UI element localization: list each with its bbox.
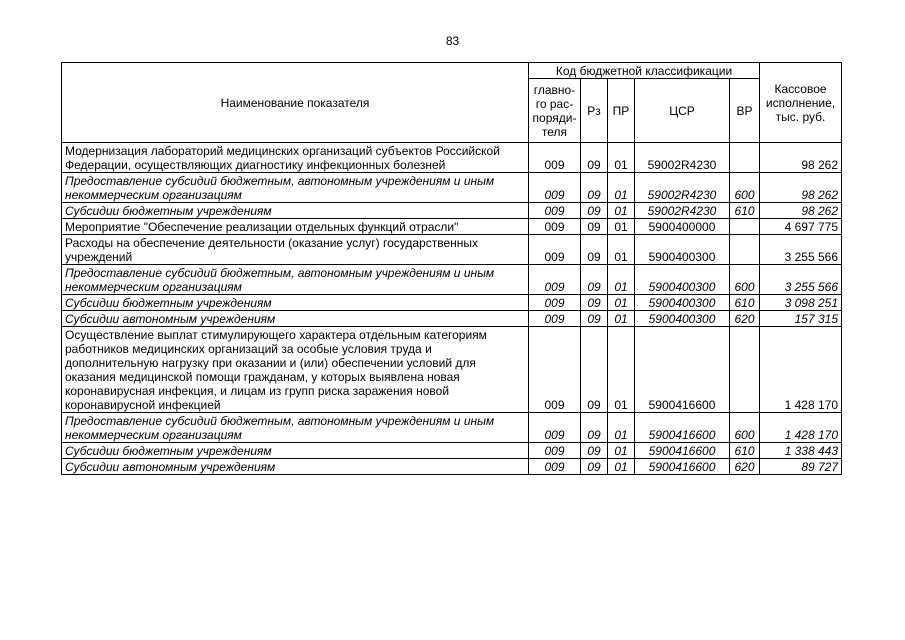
cell-amount: 3 098 251 (760, 295, 842, 311)
header-code-group: Код бюджетной классификации (529, 63, 760, 79)
table-row (62, 327, 842, 413)
cell-csr: 5900400300 (635, 311, 730, 327)
cell-name: Расходы на обеспечение деятельности (оказание услуг) государственных учреждений (62, 235, 529, 265)
cell-vr: 600 (730, 413, 760, 443)
cell-rz: 09 (581, 413, 608, 443)
cell-amount: 4 697 775 (760, 219, 842, 235)
cell-glav: 009 (529, 413, 581, 443)
cell-name: Осуществление выплат стимулирующего характера отдельным категориям работников медицинских организаций за особые условия труда и дополнительную нагрузку при оказании и (или) обеспечении условий для оказания медицинской помощи гражданам, у которых выявлена новая коронавирусная инфекция, и лицам из групп риска заражения новой коронавирусной инфекцией (62, 327, 529, 413)
cell-vr: 610 (730, 203, 760, 219)
cell-amount: 157 315 (760, 311, 842, 327)
cell-vr (730, 235, 760, 265)
cell-csr: 5900400000 (635, 219, 730, 235)
cell-csr: 5900416600 (635, 413, 730, 443)
cell-amount: 98 262 (760, 173, 842, 203)
header-csr: ЦСР (635, 79, 730, 143)
cell-pr: 01 (608, 265, 635, 295)
header-vr: ВР (730, 79, 760, 143)
cell-amount: 1 338 443 (760, 443, 842, 459)
cell-pr: 01 (608, 413, 635, 443)
cell-amount: 1 428 170 (760, 413, 842, 443)
cell-glav: 009 (529, 265, 581, 295)
cell-rz: 09 (581, 203, 608, 219)
cell-name: Субсидии бюджетным учреждениям (62, 443, 529, 459)
header-name: Наименование показателя (62, 63, 529, 143)
cell-csr: 5900416600 (635, 327, 730, 413)
cell-vr: 610 (730, 443, 760, 459)
cell-rz: 09 (581, 143, 608, 173)
table-row (62, 459, 842, 475)
cell-name: Предоставление субсидий бюджетным, автономным учреждениям и иным некоммерческим организациям (62, 265, 529, 295)
cell-rz: 09 (581, 265, 608, 295)
cell-name: Субсидии автономным учреждениям (62, 311, 529, 327)
cell-rz: 09 (581, 311, 608, 327)
table-row (62, 311, 842, 327)
header-amount: Кассовое исполнение, тыс. руб. (760, 63, 842, 143)
table-row (62, 265, 842, 295)
cell-csr: 5900416600 (635, 443, 730, 459)
cell-pr: 01 (608, 443, 635, 459)
cell-csr: 59002R4230 (635, 173, 730, 203)
cell-rz: 09 (581, 235, 608, 265)
cell-amount: 98 262 (760, 203, 842, 219)
cell-csr: 5900400300 (635, 295, 730, 311)
cell-csr: 59002R4230 (635, 203, 730, 219)
cell-rz: 09 (581, 459, 608, 475)
cell-rz: 09 (581, 219, 608, 235)
table-row (62, 443, 842, 459)
cell-pr: 01 (608, 459, 635, 475)
cell-glav: 009 (529, 311, 581, 327)
table-row (62, 173, 842, 203)
cell-glav: 009 (529, 327, 581, 413)
table-body (62, 143, 842, 475)
cell-amount: 98 262 (760, 143, 842, 173)
header-glav: главно-го рас-поряди-теля (529, 79, 581, 143)
cell-rz: 09 (581, 443, 608, 459)
cell-name: Субсидии автономным учреждениям (62, 459, 529, 475)
cell-pr: 01 (608, 143, 635, 173)
cell-name: Субсидии бюджетным учреждениям (62, 203, 529, 219)
cell-glav: 009 (529, 143, 581, 173)
table-row (62, 295, 842, 311)
cell-vr (730, 143, 760, 173)
cell-rz: 09 (581, 327, 608, 413)
cell-vr: 610 (730, 295, 760, 311)
cell-name: Мероприятие "Обеспечение реализации отдельных функций отрасли" (62, 219, 529, 235)
table-row (62, 235, 842, 265)
cell-vr: 620 (730, 311, 760, 327)
cell-pr: 01 (608, 295, 635, 311)
table-row (62, 203, 842, 219)
cell-rz: 09 (581, 173, 608, 203)
table-row (62, 219, 842, 235)
cell-glav: 009 (529, 173, 581, 203)
cell-rz: 09 (581, 295, 608, 311)
page-number: 83 (445, 34, 460, 48)
cell-amount: 89 727 (760, 459, 842, 475)
cell-vr (730, 327, 760, 413)
cell-glav: 009 (529, 235, 581, 265)
table-row (62, 413, 842, 443)
cell-csr: 5900416600 (635, 459, 730, 475)
budget-execution-table (61, 62, 842, 475)
cell-pr: 01 (608, 235, 635, 265)
cell-name: Предоставление субсидий бюджетным, автономным учреждениям и иным некоммерческим организациям (62, 173, 529, 203)
cell-csr: 5900400300 (635, 235, 730, 265)
cell-name: Субсидии бюджетным учреждениям (62, 295, 529, 311)
cell-amount: 3 255 566 (760, 265, 842, 295)
cell-pr: 01 (608, 173, 635, 203)
cell-glav: 009 (529, 295, 581, 311)
cell-name: Модернизация лабораторий медицинских организаций субъектов Российской Федерации, осуществляющих диагностику инфекционных болезней (62, 143, 529, 173)
cell-glav: 009 (529, 203, 581, 219)
cell-pr: 01 (608, 219, 635, 235)
header-pr: ПР (608, 79, 635, 143)
cell-vr (730, 219, 760, 235)
cell-glav: 009 (529, 443, 581, 459)
cell-amount: 3 255 566 (760, 235, 842, 265)
cell-name: Предоставление субсидий бюджетным, автономным учреждениям и иным некоммерческим организациям (62, 413, 529, 443)
cell-csr: 5900400300 (635, 265, 730, 295)
cell-pr: 01 (608, 203, 635, 219)
cell-pr: 01 (608, 311, 635, 327)
cell-vr: 600 (730, 173, 760, 203)
cell-pr: 01 (608, 327, 635, 413)
cell-csr: 59002R4230 (635, 143, 730, 173)
cell-amount: 1 428 170 (760, 327, 842, 413)
cell-vr: 600 (730, 265, 760, 295)
cell-vr: 620 (730, 459, 760, 475)
cell-glav: 009 (529, 219, 581, 235)
table-row (62, 143, 842, 173)
cell-glav: 009 (529, 459, 581, 475)
header-rz: Рз (581, 79, 608, 143)
